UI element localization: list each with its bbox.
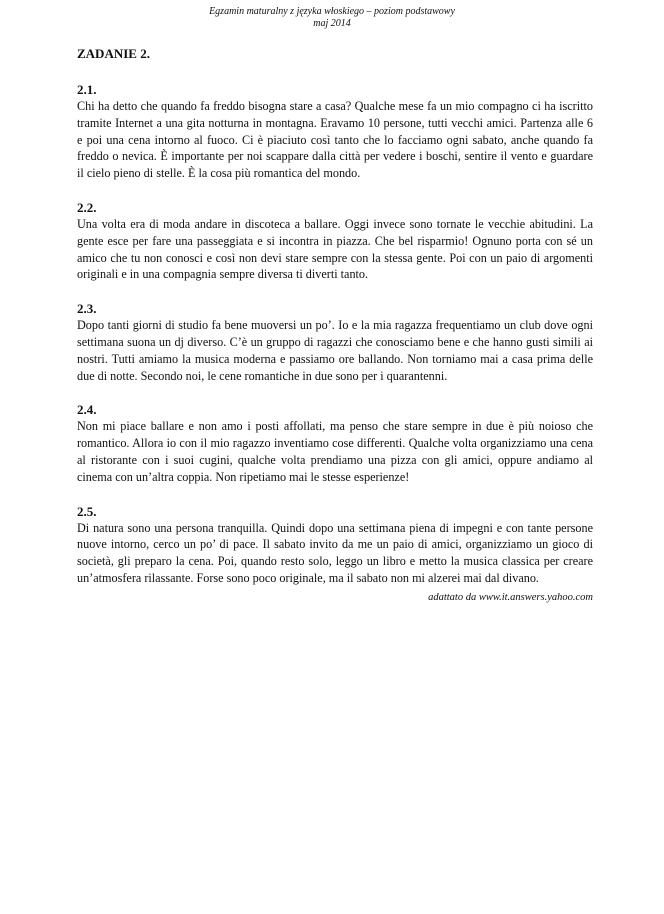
section-text: Una volta era di moda andare in discoteca a ballare. Oggi invece sono tornate le vecchie abitudini. La gente esce per fare una passeggiata e si incontra in piazza. Che bel risparmio! Ognuno porta con sé un amico che tu non conosci e così non devi stare sempre con la stessa gente. Poi con un paio di argomenti originali e in una compagnia sempre diversa ti diverti tanto. xyxy=(77,216,593,282)
task-content xyxy=(77,46,593,604)
section-text: Chi ha detto che quando fa freddo bisogna stare a casa? Qualche mese fa un mio compagno ci ha iscritto tramite Internet a una gita notturna in montagna. Eravamo 10 persone, tutti vecchi amici. Partenza alle 6 e poi una cena intorno al fuoco. Ci è piaciuto così tanto che lo facciamo ogni sabato, anche quando fa freddo o nevica. È importante per noi scappare dalla città per vedere i boschi, sentire il vento e guardare il cielo pieno di stelle. È la cosa più romantica del mondo. xyxy=(77,99,593,181)
exam-date: maj 2014 xyxy=(313,18,351,29)
running-header xyxy=(0,6,664,30)
source-attribution: adattato da www.it.answers.yahoo.com xyxy=(428,591,593,603)
section-number: 2.4. xyxy=(77,402,97,418)
task-title: ZADANIE 2. xyxy=(77,46,150,61)
text-section-1 xyxy=(77,82,593,182)
section-number: 2.5. xyxy=(77,503,97,519)
section-number: 2.2. xyxy=(77,199,97,215)
section-text: Dopo tanti giorni di studio fa bene muoversi un po’. Io e la mia ragazza frequentiamo un club dove ogni settimana suona un dj diverso. C’è un gruppo di ragazzi che conosciamo bene e che hanno gusti simili ai nostri. Tutti amiamo la musica moderna e passiamo ore ballando. Non torniamo mai a casa prima delle due di notte. Secondo noi, le cene romantiche in due sono per i quarantenni. xyxy=(77,318,593,383)
section-text: Di natura sono una persona tranquilla. Quindi dopo una settimana piena di impegni e con tante persone nuove intorno, cerco un po’ di pace. Il sabato invito da me un paio di amici, organizziamo un gioco di società, gli preparo la cena. Poi, quando resto solo, leggo un libro e metto la musica classica per creare un’atmosfera rilassante. Forse sono poco originale, ma il sabato non mi alzerei mai dal divano. xyxy=(77,520,593,585)
section-text: Non mi piace ballare e non amo i posti affollati, ma penso che stare sempre in due è più noioso che romantico. Allora io con il mio ragazzo inventiamo cose differenti. Qualche volta organizziamo una cena al ristorante con i suoi cugini, qualche volta prendiamo una pizza con gli amici, oppure andiamo al cinema con un’altra coppia. Non ripetiamo mai le stesse esperienze! xyxy=(77,419,593,484)
section-number: 2.3. xyxy=(77,301,97,317)
text-section-3 xyxy=(77,301,593,384)
section-number: 2.1. xyxy=(77,82,97,97)
text-section-5 xyxy=(77,504,593,587)
exam-title: Egzamin maturalny z języka włoskiego – poziom podstawowy xyxy=(209,6,455,17)
text-section-4 xyxy=(77,402,593,485)
text-section-2 xyxy=(77,200,593,283)
